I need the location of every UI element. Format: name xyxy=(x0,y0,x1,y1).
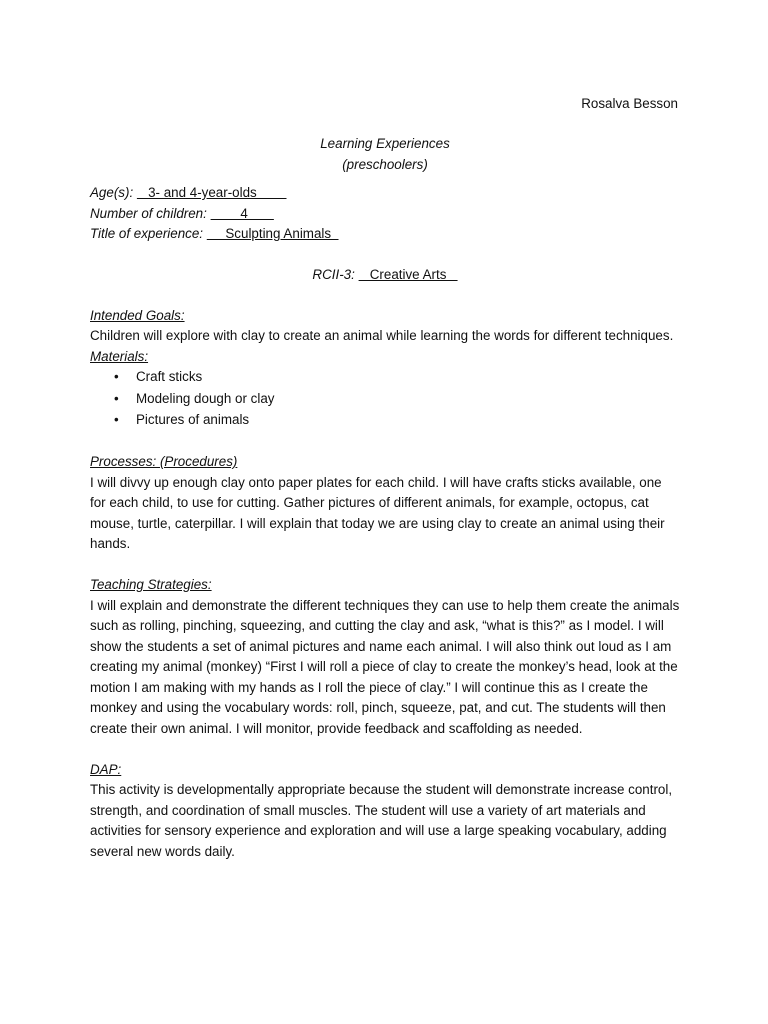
list-item xyxy=(114,410,680,432)
teaching-strategies-text: I will explain and demonstrate the different techniques they can use to help them create the animals such as rolling, pinching, squeezing, and cutting the clay and ask, “what is this?” as I model. I will show the students a set of animal pictures and name each animal. I will also think out loud as I am creating my animal (monkey) “First I will roll a piece of clay to create the monkey’s head, look at the motion I am making with my hands as I roll the piece of clay.” I will continue this as I create the monkey and using the vocabulary words: roll, pinch, squeeze, pat, and cut. The students will then create their own animal. I will monitor, provide feedback and scaffolding as needed. xyxy=(90,597,680,736)
list-item xyxy=(114,367,680,389)
intended-goals-heading: Intended Goals: xyxy=(90,307,185,323)
field-value-number-of-children: 4 xyxy=(210,205,274,221)
rcii-value: Creative Arts xyxy=(358,266,458,282)
processes-heading: Processes: (Procedures) xyxy=(90,454,238,469)
document-content xyxy=(90,94,680,862)
field-value-age: 3- and 4-year-olds xyxy=(136,185,287,200)
bullet-icon: • xyxy=(114,390,119,406)
document-title xyxy=(90,134,680,175)
author-name: Rosalva Besson xyxy=(581,96,678,111)
materials-list xyxy=(90,367,680,432)
title-line-1: Learning Experiences xyxy=(320,136,450,151)
bullet-icon: • xyxy=(114,369,119,384)
material-label: Modeling dough or clay xyxy=(136,390,275,406)
materials-heading: Materials: xyxy=(90,348,149,364)
field-number-of-children xyxy=(90,204,680,225)
field-label-age: Age(s): xyxy=(90,185,134,200)
title-line-2: (preschoolers) xyxy=(342,156,428,172)
list-item xyxy=(114,389,680,411)
experience-fields xyxy=(90,183,680,245)
field-title-of-experience xyxy=(90,224,680,245)
processes-text: I will divvy up enough clay onto paper plates for each child. I will have crafts sticks available, one for each child, to use for cutting. Gather pictures of different animals, for example, octopus, cat mouse, turtle, caterpillar. I will explain that today we are using clay to create an animal using their hands. xyxy=(90,474,665,551)
teaching-strategies-heading: Teaching Strategies: xyxy=(90,577,212,592)
bullet-icon: • xyxy=(114,412,119,427)
rcii-row xyxy=(90,265,680,286)
dap-text: This activity is developmentally appropriate because the student will demonstrate increase control, strength, and coordination of small muscles. The student will use a variety of art materials and activities for sensory experience and exploration and will use a large speaking vocabulary, adding several new words daily. xyxy=(90,782,673,859)
field-value-title-of-experience: Sculpting Animals xyxy=(206,226,339,241)
rcii-label: RCII-3: xyxy=(312,266,355,282)
intended-goals-text: Children will explore with clay to create an animal while learning the words for different techniques. xyxy=(90,328,674,343)
dap-heading: DAP: xyxy=(90,761,122,777)
material-label: Craft sticks xyxy=(136,369,203,384)
field-label-number-of-children: Number of children: xyxy=(90,205,207,221)
field-age xyxy=(90,183,680,204)
field-label-title-of-experience: Title of experience: xyxy=(90,226,204,241)
material-label: Pictures of animals xyxy=(136,412,250,427)
